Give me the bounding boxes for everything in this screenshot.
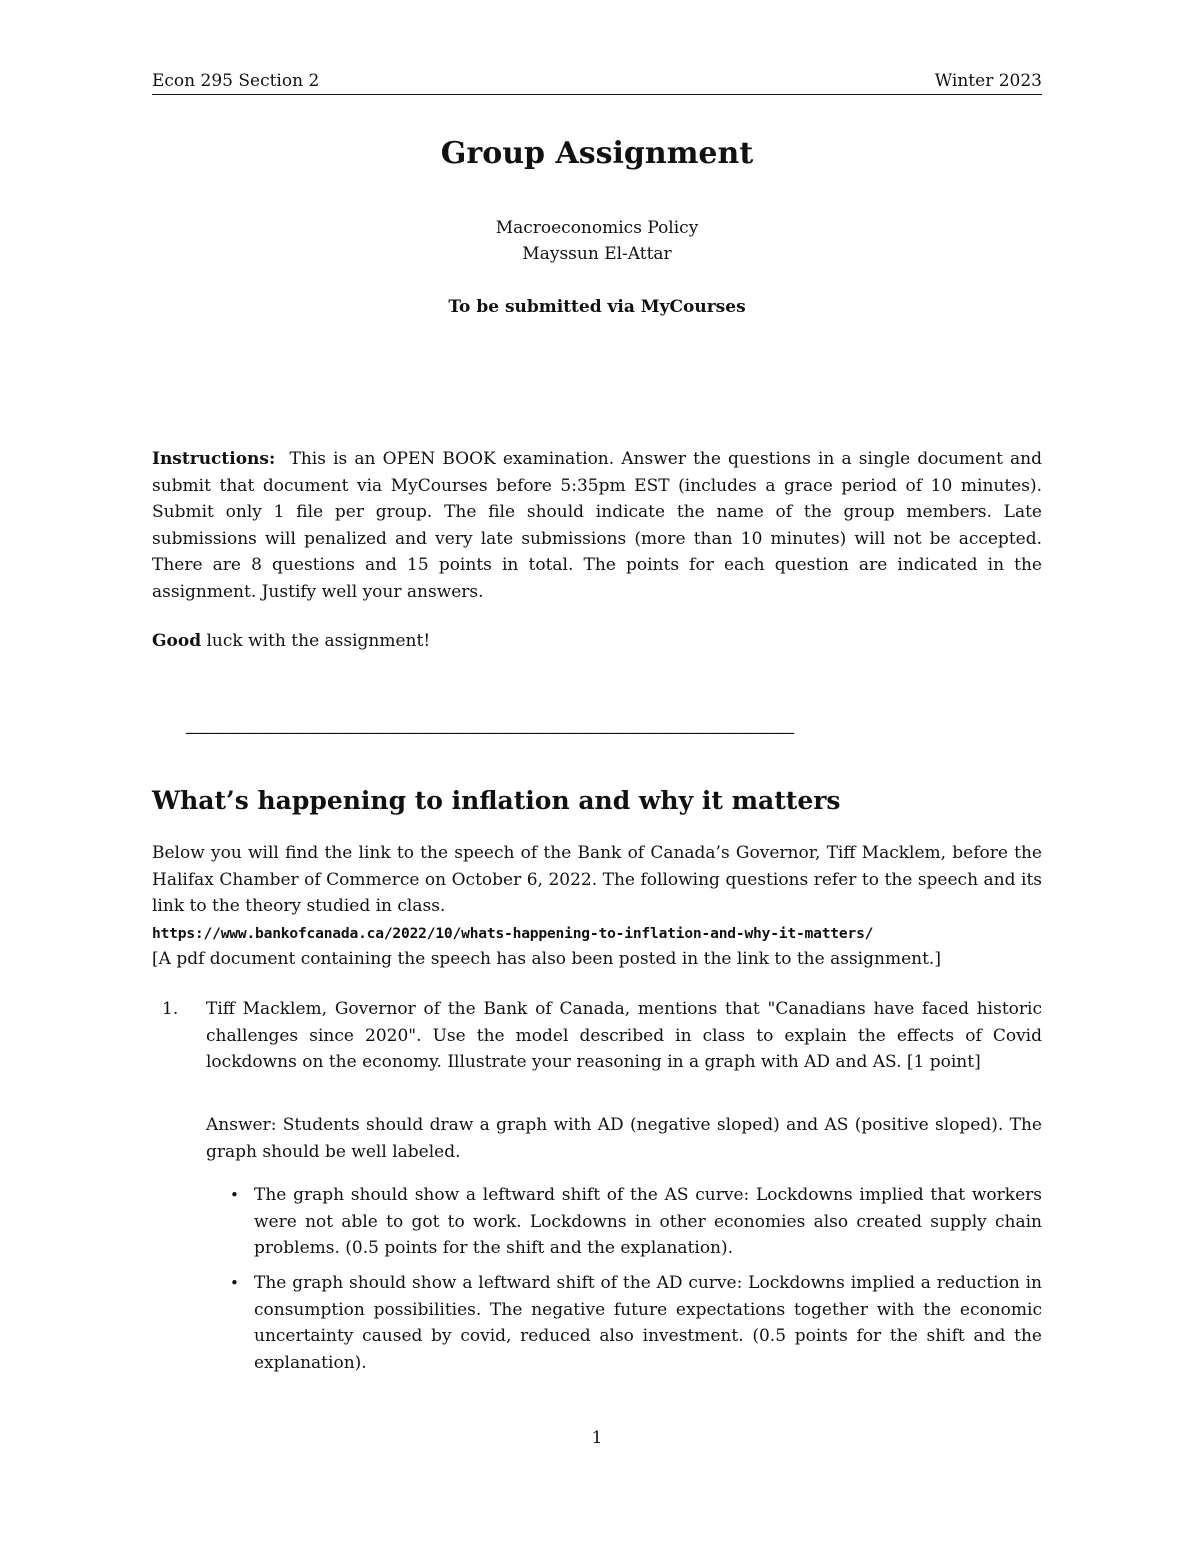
instructions-paragraph: [152, 446, 1042, 605]
answer-bullet-2: The graph should show a leftward shift of the AD curve: Lockdowns implied a reduction in consumption possibilities. The negative future expectations together with the economic uncertainty caused by covid, reduced also investment. (0.5 points for the shift and the explanation).: [254, 1273, 1042, 1373]
instructions-label: Instructions:: [152, 449, 276, 469]
pdf-note: [A pdf document containing the speech has also been posted in the link to the assignment.]: [152, 949, 941, 969]
good-luck-rest: luck with the assignment!: [206, 631, 431, 651]
page-header: [152, 68, 1042, 95]
bullet-icon: •: [230, 1186, 239, 1204]
question-number: 1.: [162, 999, 179, 1019]
instructor-name: Mayssun El-Attar: [522, 244, 672, 264]
page-title: Group Assignment: [440, 136, 754, 171]
speech-url-line: [152, 920, 1042, 948]
good-luck-line: [152, 628, 1042, 655]
term: Winter 2023: [934, 71, 1042, 91]
course-name: Macroeconomics Policy: [495, 218, 699, 238]
section-intro: Below you will find the link to the speech of the Bank of Canada’s Governor, Tiff Macklem, before the Halifax Chamber of Commerce on October 6, 2022. The following questions refer to the speech and its link to the theory studied in class.: [152, 843, 1042, 916]
question-text: Tiff Macklem, Governor of the Bank of Canada, mentions that "Canadians have faced historic challenges since 2020". Use the model described in class to explain the effects of Covid lockdowns on the economy. Illustrate your reasoning in a graph with AD and AS. [1 point]: [206, 999, 1042, 1072]
section-title: What’s happening to inflation and why it matters: [152, 786, 841, 815]
page-number: 1: [591, 1428, 603, 1448]
course-code: Econ 295 Section 2: [152, 71, 320, 91]
good-luck-bold: Good: [152, 631, 202, 651]
bullet-icon: •: [230, 1274, 239, 1292]
instructions-text: This is an OPEN BOOK examination. Answer the questions in a single document and submit that document via MyCourses before 5:35pm EST (includes a grace period of 10 minutes). Submit only 1 file per group. The file should indicate the name of the group members. Late submissions will penalized and very late submissions (more than 10 minutes) will not be accepted. There are 8 questions and 15 points in total. The points for each question are indicated in the assignment. Justify well your answers.: [152, 449, 1042, 602]
answer-bullet-1: The graph should show a leftward shift of the AS curve: Lockdowns implied that workers were not able to got to work. Lockdowns in other economies also created supply chain problems. (0.5 points for the shift and the explanation).: [254, 1185, 1042, 1258]
answer-text: Answer: Students should draw a graph with AD (negative sloped) and AS (positive sloped). The graph should be well labeled.: [206, 1115, 1042, 1162]
submission-note: To be submitted via MyCourses: [448, 297, 746, 317]
speech-link[interactable]: https://www.bankofcanada.ca/2022/10/whats-happening-to-inflation-and-why-it-matters/: [152, 925, 874, 942]
separator-line: ——————————————————————————————————————: [185, 722, 793, 743]
